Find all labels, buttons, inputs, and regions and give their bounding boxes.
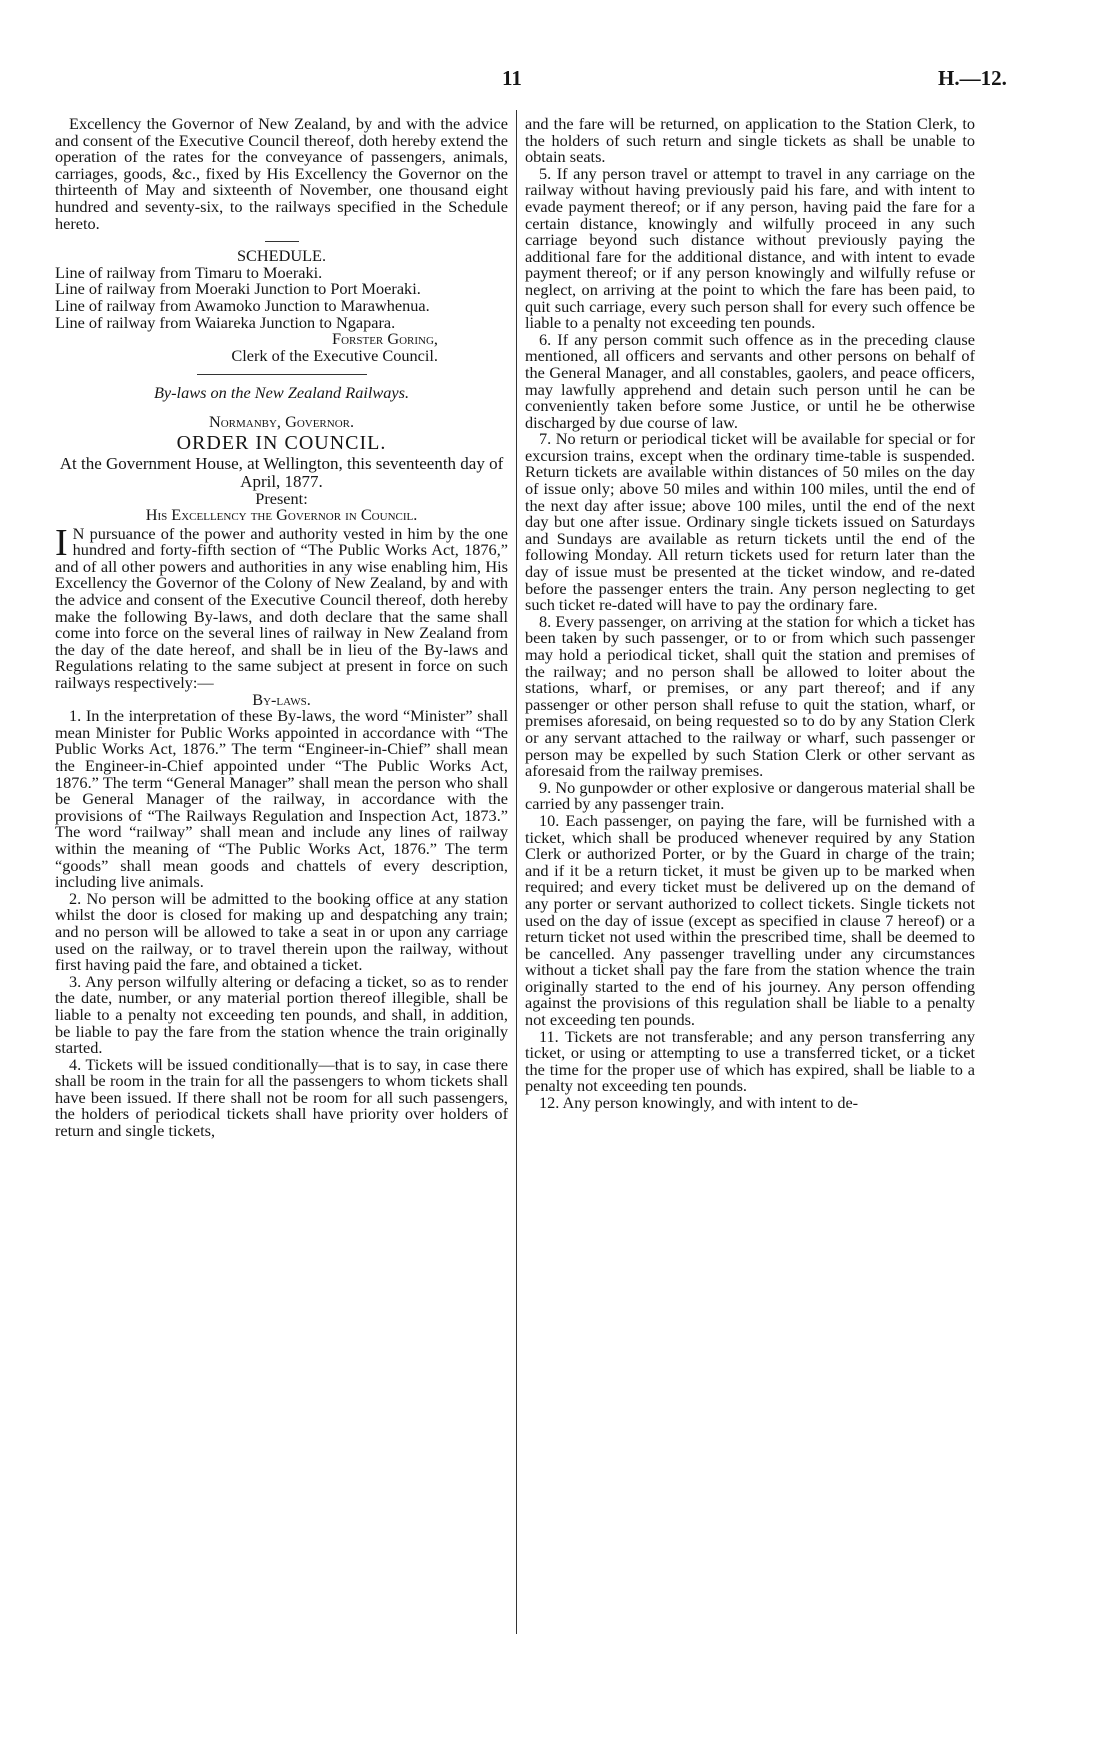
order-heading: ORDER IN COUNCIL.	[176, 431, 387, 454]
schedule-line: Line of railway from Waiareka Junction to Ngapara.	[55, 312, 396, 332]
present-label: Present:	[255, 488, 308, 508]
intro-paragraph: Excellency the Governor of New Zealand, by and with the advice and consent of the Executive Council thereof, doth hereby extend the operation of the rates for the conveyance of passengers, animals, carriages, goods, &c., fixed by His Excellency the Governor on the thirteenth of May and sixteenth of November, one thousand eight hundred and seventy-six, to the railways specified in the Schedule hereto.	[55, 114, 508, 233]
schedule-line: Line of railway from Moeraki Junction to Port Moeraki.	[55, 279, 421, 299]
right-column	[525, 116, 975, 1112]
clause: 3. Any person wilfully altering or defacing a ticket, so as to render the date, number, or any material portion thereof illegible, shall be liable to a penalty not exceeding ten pounds, and shall, in addition, be liable to pay the fare from the station whence the train originally started.	[55, 971, 508, 1058]
column-divider	[516, 110, 517, 1634]
drop-cap: I	[55, 521, 68, 564]
signature-title: Clerk of the Executive Council.	[231, 345, 438, 365]
clause: 9. No gunpowder or other explosive or dangerous material shall be carried by any passenger train.	[525, 777, 975, 814]
clause: 2. No person will be admitted to the booking office at any station whilst the door is closed for making up and despatching any train; and no person will be allowed to take a seat in or upon any carriage used on the railway, or to travel therein upon the railway, without first having paid the fare, and obtained a ticket.	[55, 888, 508, 975]
left-column	[55, 116, 508, 1140]
schedule-line: Line of railway from Awamoko Junction to Marawhenua.	[55, 295, 430, 315]
bylaws-heading: By-laws.	[252, 689, 311, 709]
schedule-line: Line of railway from Timaru to Moeraki.	[55, 262, 323, 282]
clause: 7. No return or periodical ticket will be available for special or for excursion trains, except when the ordinary time-table is suspended. Return tickets are available within distances of 50 miles on the day of issue only; above 50 miles and within 100 miles, until the end of the next day after issue; above 100 miles, until the end of the next day but one after issue. Ordinary single tickets issued on Saturdays and Sundays are available as return tickets until the end of the following Monday. All return tickets used for return later than the day of issue must be presented at the ticket window, and re-dated before the passenger enters the train. Any person neglecting to get such ticket re-dated will have to pay the ordinary fare.	[525, 429, 975, 615]
short-rule	[265, 241, 299, 242]
clause: 11. Tickets are not transferable; and any person transferring any ticket, or using or attempting to use a transferred ticket, or a ticket the time for the proper use of which has expired, shall be liable to a penalty not exceeding ten pounds.	[525, 1026, 975, 1096]
clause: 4. Tickets will be issued conditionally—that is to say, in case there shall be room in the train for all the passengers to whom tickets shall have been issued. If there shall not be room for all such passengers, the holders of periodical tickets shall have priority over holders of return and single tickets,	[55, 1054, 508, 1141]
section-rule	[197, 374, 367, 375]
bylaws-title: By-laws on the New Zealand Railways.	[153, 383, 410, 403]
schedule-heading: SCHEDULE.	[236, 246, 327, 266]
page-number: 11	[502, 66, 522, 90]
clause: 6. If any person commit such offence as in the preceding clause mentioned, all officers and servants and other persons on behalf of the General Manager, and all constables, gaolers, and peace officers, may lawfully apprehend and detain such person until he can be conveniently taken before some Justice, or until he be otherwise discharged by due course of law.	[525, 329, 975, 432]
place-date: At the Government House, at Wellington, this seventeenth day of April, 1877.	[59, 453, 504, 491]
governor-signature: Normanby, Governor.	[208, 411, 355, 431]
continuation-paragraph: and the fare will be returned, on application to the Station Clerk, to the holders of such return and single tickets as shall be unable to obtain seats.	[525, 114, 975, 167]
paper-reference: H.—12.	[938, 66, 1007, 90]
clause: 5. If any person travel or attempt to travel in any carriage on the railway without having previously paid his fare, and with intent to evade payment thereof; or if any person, having paid the fare for a certain distance, knowingly and wilfully proceed in any such carriage beyond such distance without previously paying the additional fare for the additional distance, and with intent to evade payment thereof; or if any person knowingly and wilfully refuse or neglect, on arriving at the point to which the fare has been paid, to quit such carriage, every such person shall for every such offence be liable to a penalty not exceeding ten pounds.	[525, 163, 975, 333]
signature-name: Forster Goring,	[332, 329, 438, 349]
in-council: His Excellency the Governor in Council.	[145, 505, 418, 525]
clause: 10. Each passenger, on paying the fare, will be furnished with a ticket, which shall be produced whenever required by any Station Clerk or authorized Porter, or by the Guard in charge of the train; and if it be a return ticket, it must be given up to be marked when required; and every ticket must be delivered up on the demand of any porter or servant authorized to collect tickets. Single tickets not used on the day of issue (except as specified in clause 7 hereof) or a return ticket not used within the prescribed time, shall be deemed to be cancelled. Any passenger travelling under any circumstances without a ticket shall pay the fare from the station whence the train originally started to the end of his journey. Any person offending against the provisions of this regulation shall be liable to a penalty not exceeding ten pounds.	[525, 810, 975, 1030]
clause: 12. Any person knowingly, and with intent to de-	[539, 1093, 859, 1113]
clause: 1. In the interpretation of these By-laws, the word “Minister” shall mean Minister for Public Works appointed in accordance with “The Public Works Act, 1876.” The term “Engineer-in-Chief” shall mean the Engineer-in-Chief appointed under “The Public Works Act, 1876.” The term “General Manager” shall mean the person who shall be General Manager of the railway, in accordance with the provisions of “The Railways Regulation and Inspection Act, 1873.” The word “railway” shall mean and include any lines of railway within the meaning of “The Public Works Act, 1876.” The term “goods” shall mean goods and chattels of every description, including live animals.	[55, 706, 508, 892]
preamble	[55, 521, 508, 693]
preamble-text: N pursuance of the power and authority vested in him by the one hundred and forty-fifth section of “The Public Works Act, 1876,” and of all other powers and authorities in any wise enabling him, His Excellency the Governor of the Colony of New Zealand, by and with the advice and consent of the Executive Council thereof, doth hereby make the following By-laws, and doth declare that the same shall come into force on the several lines of railway in New Zealand from the day of the date hereof, and shall be in lieu of the By-laws and Regulations relating to the same subject at present in force on such railways respectively:—	[55, 523, 508, 693]
clause: 8. Every passenger, on arriving at the station for which a ticket has been taken by such passenger, or to or from which such passenger may hold a periodical ticket, shall quit the station and premises of the railway; and no person shall be allowed to loiter about the stations, wharf, or premises, or any part thereof; and if any passenger or other person shall refuse to quit the station, wharf, or premises aforesaid, on being requested so to do by any Station Clerk or any servant attached to the railway or wharf, such passenger or person may be expelled by such Station Clerk or other servant as aforesaid from the railway premises.	[525, 611, 975, 781]
